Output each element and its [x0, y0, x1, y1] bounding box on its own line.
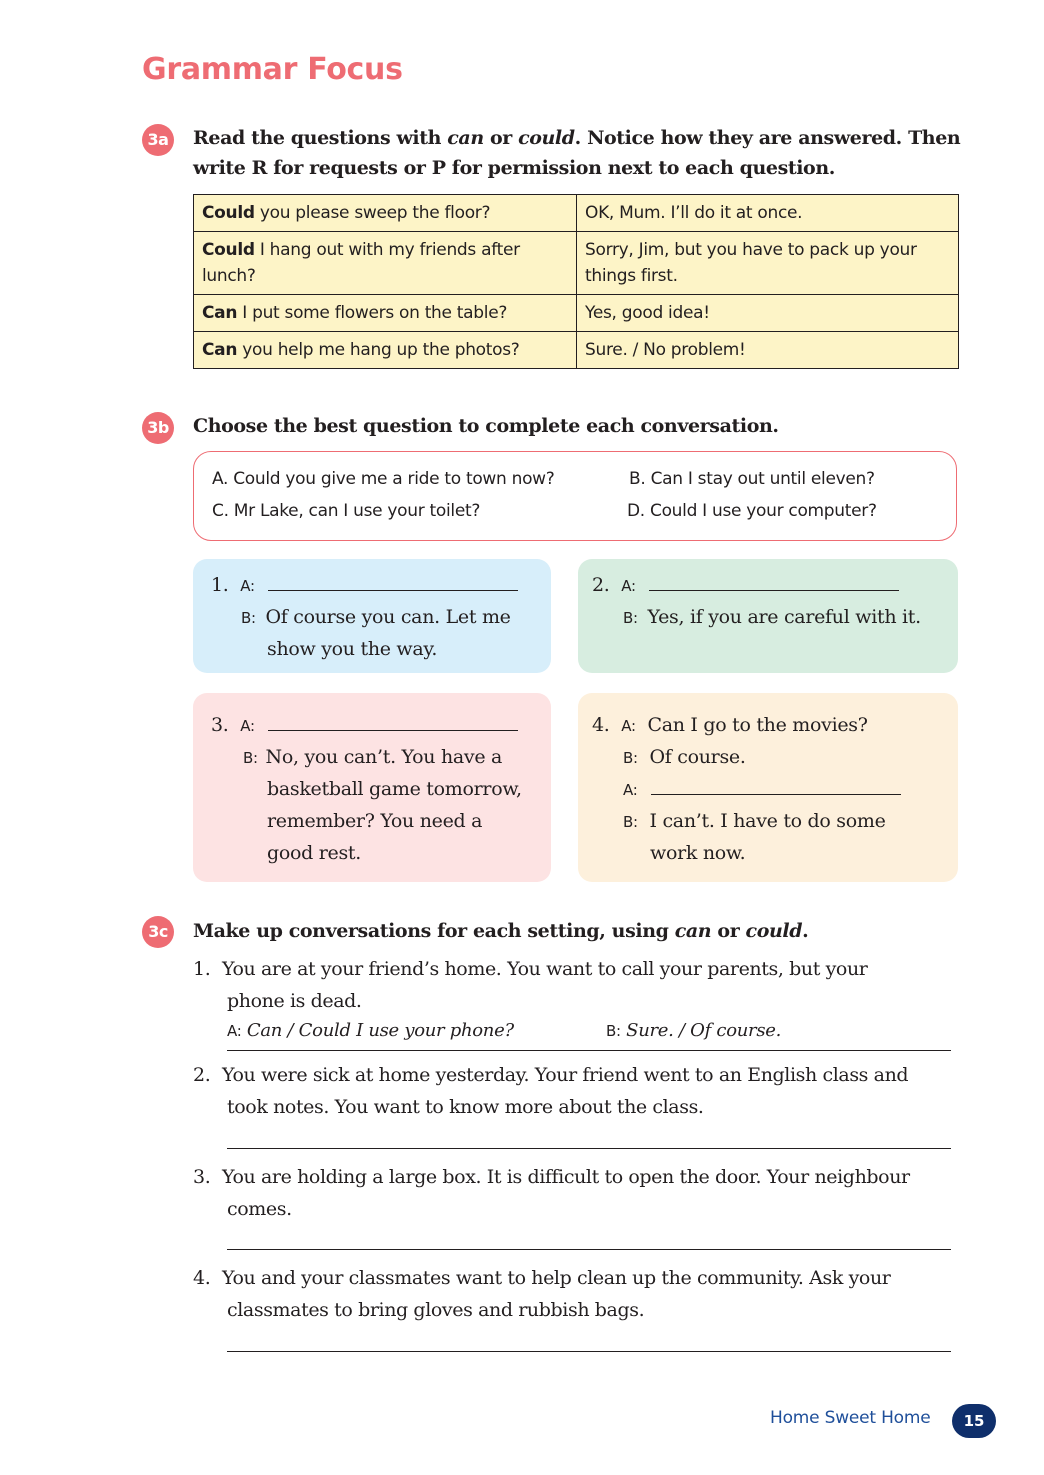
conversation-number: 1.: [211, 574, 229, 596]
item-text: You and your classmates want to help clean up the community. Ask your: [221, 1267, 891, 1289]
reply-text: Of course you can. Let me: [265, 606, 511, 628]
instruction-3a-line2: write R for requests or P for permission next to each question.: [193, 157, 835, 179]
reply-text-cont: basketball game tomorrow,: [267, 778, 522, 800]
question-text: I hang out with my friends after lunch?: [202, 240, 520, 286]
option-c: C. Mr Lake, can I use your toilet?: [212, 501, 481, 521]
reply-text: No, you can’t. You have a: [265, 746, 503, 768]
instruction-3c-part: Make up conversations for each setting, using: [193, 920, 675, 942]
answer-line-1[interactable]: [227, 1050, 951, 1051]
answer-line-2[interactable]: [227, 1148, 951, 1149]
answer-cell: OK, Mum. I’ll do it at once.: [577, 195, 959, 232]
instruction-3a-part: . Notice how they are answered. Then: [574, 127, 961, 149]
item-number: 2.: [193, 1064, 211, 1086]
card-row: [623, 773, 901, 806]
instruction-3c-part: .: [802, 920, 809, 942]
speaker-a: A:: [240, 577, 255, 595]
section-badge-3c: 3c: [142, 916, 174, 948]
speaker-a: A:: [623, 781, 638, 799]
reply-text-cont: show you the way.: [267, 638, 438, 660]
instruction-3a-can: can: [447, 127, 484, 149]
card-row: [623, 741, 746, 774]
question-cell: [194, 232, 577, 295]
item-number: 3.: [193, 1166, 211, 1188]
conversation-number: 2.: [592, 574, 610, 596]
card-row: [211, 709, 518, 742]
table-row: [194, 332, 959, 369]
question-text: you help me hang up the photos?: [237, 340, 520, 360]
answer-cell: Sure. / No problem!: [577, 332, 959, 369]
instruction-3a-part: or: [483, 127, 519, 149]
question-cell: [194, 332, 577, 369]
card-row: [243, 741, 502, 774]
question-cell: [194, 295, 577, 332]
table-row: [194, 195, 959, 232]
option-a: A. Could you give me a ride to town now?: [212, 469, 555, 489]
question-text: you please sweep the floor?: [254, 203, 491, 223]
card-row: [623, 601, 921, 634]
instruction-3c: [193, 916, 808, 946]
reply-text: I can’t. I have to do some: [649, 810, 886, 832]
answer-cell: Yes, good idea!: [577, 295, 959, 332]
speaker-b: B:: [241, 609, 256, 627]
reply-text: Of course.: [649, 746, 746, 768]
speaker-b: B:: [243, 749, 258, 767]
card-row: [592, 709, 868, 742]
answer-line-4[interactable]: [227, 1351, 951, 1352]
option-d: D. Could I use your computer?: [627, 501, 877, 521]
speaker-b: B:: [623, 609, 638, 627]
speaker-b: B:: [606, 1022, 621, 1040]
card-row: [241, 601, 511, 634]
item-text-cont: phone is dead.: [227, 990, 362, 1012]
conversation-card-2: [578, 559, 958, 673]
question-cell: [194, 195, 577, 232]
table-row: [194, 295, 959, 332]
answer-blank[interactable]: [651, 774, 901, 795]
card-row: [592, 569, 899, 602]
page-title: Grammar Focus: [142, 52, 403, 87]
item-text-cont: comes.: [227, 1198, 292, 1220]
answer-line-3[interactable]: [227, 1249, 951, 1250]
conversation-number: 4.: [592, 714, 610, 736]
reply-text-cont: remember? You need a: [267, 810, 483, 832]
speaker-b: B:: [623, 813, 638, 831]
page-number: 15: [952, 1404, 996, 1438]
modal-word: Can: [202, 303, 238, 323]
modal-word: Could: [202, 203, 255, 223]
item-number: 1.: [193, 958, 211, 980]
options-box: [193, 451, 957, 541]
setting-item-3: [193, 1161, 963, 1225]
instruction-3c-could: could: [745, 920, 803, 942]
speaker-b: B:: [623, 749, 638, 767]
conversation-card-1: [193, 559, 551, 673]
modal-word: Could: [202, 240, 255, 260]
instruction-3a: [193, 123, 960, 183]
card-row: [623, 805, 886, 838]
reply-text-cont: good rest.: [267, 842, 361, 864]
item-text: You are holding a large box. It is difficult to open the door. Your neighbour: [221, 1166, 910, 1188]
speaker-a: A:: [227, 1022, 242, 1040]
example-question: Can / Could I use your phone?: [246, 1020, 514, 1041]
reply-text-cont: work now.: [650, 842, 746, 864]
question-text: I put some flowers on the table?: [237, 303, 508, 323]
setting-item-4: [193, 1262, 963, 1326]
question-text: Can I go to the movies?: [647, 714, 868, 736]
qa-table: [193, 194, 959, 369]
card-row: [211, 569, 518, 602]
example-reply: [606, 1020, 781, 1041]
table-row: [194, 232, 959, 295]
conversation-card-4: [578, 693, 958, 882]
answer-cell: Sorry, Jim, but you have to pack up your things first.: [577, 232, 959, 295]
speaker-a: A:: [240, 717, 255, 735]
unit-title: Home Sweet Home: [770, 1408, 931, 1428]
answer-blank[interactable]: [268, 710, 518, 731]
instruction-3c-can: can: [674, 920, 712, 942]
item-text: You are at your friend’s home. You want to call your parents, but your: [221, 958, 868, 980]
instruction-3c-part: or: [711, 920, 746, 942]
reply-text: Yes, if you are careful with it.: [647, 606, 921, 628]
option-b: B. Can I stay out until eleven?: [629, 469, 875, 489]
section-badge-3a: 3a: [142, 124, 174, 156]
answer-blank[interactable]: [649, 570, 899, 591]
setting-item-1: [193, 953, 963, 1017]
item-number: 4.: [193, 1267, 211, 1289]
modal-word: Can: [202, 340, 238, 360]
example-reply-text: Sure. / Of course.: [626, 1020, 782, 1041]
speaker-a: A:: [621, 717, 636, 735]
instruction-3b: Choose the best question to complete each conversation.: [193, 415, 779, 437]
instruction-3a-part: Read the questions with: [193, 127, 448, 149]
example-answer: [227, 1020, 514, 1041]
speaker-a: A:: [621, 577, 636, 595]
item-text-cont: took notes. You want to know more about the class.: [227, 1096, 704, 1118]
item-text: You were sick at home yesterday. Your friend went to an English class and: [221, 1064, 909, 1086]
setting-item-2: [193, 1059, 963, 1123]
section-badge-3b: 3b: [142, 412, 174, 444]
conversation-card-3: [193, 693, 551, 882]
answer-blank[interactable]: [268, 570, 518, 591]
item-text-cont: classmates to bring gloves and rubbish bags.: [227, 1299, 645, 1321]
conversation-number: 3.: [211, 714, 229, 736]
instruction-3a-could: could: [518, 127, 575, 149]
